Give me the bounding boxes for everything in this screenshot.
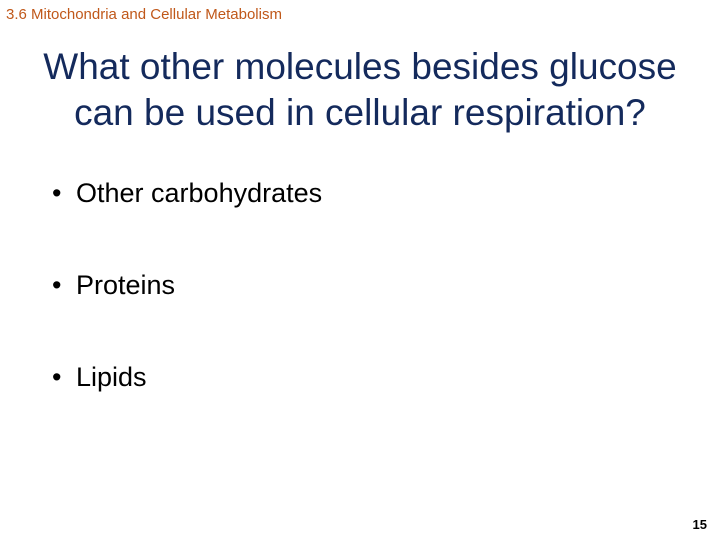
- bullet-text: Other carbohydrates: [76, 178, 323, 208]
- bullet-icon: •: [52, 362, 62, 392]
- bullet-item-proteins: [52, 264, 322, 306]
- bullet-item-lipids: [52, 356, 322, 398]
- bullet-icon: •: [52, 178, 62, 208]
- slide-title-line-1: What other molecules besides glucose: [43, 46, 677, 87]
- section-label: 3.6 Mitochondria and Cellular Metabolism: [6, 6, 282, 23]
- page-number: 15: [692, 517, 707, 532]
- slide-title-line-2: can be used in cellular respiration?: [74, 92, 646, 133]
- bullet-item-other-carbohydrates: [52, 172, 322, 214]
- bullet-list: [52, 172, 322, 448]
- bullet-icon: •: [52, 270, 62, 300]
- bullet-text: Proteins: [76, 270, 176, 300]
- slide-title: [0, 44, 720, 136]
- bullet-text: Lipids: [76, 362, 147, 392]
